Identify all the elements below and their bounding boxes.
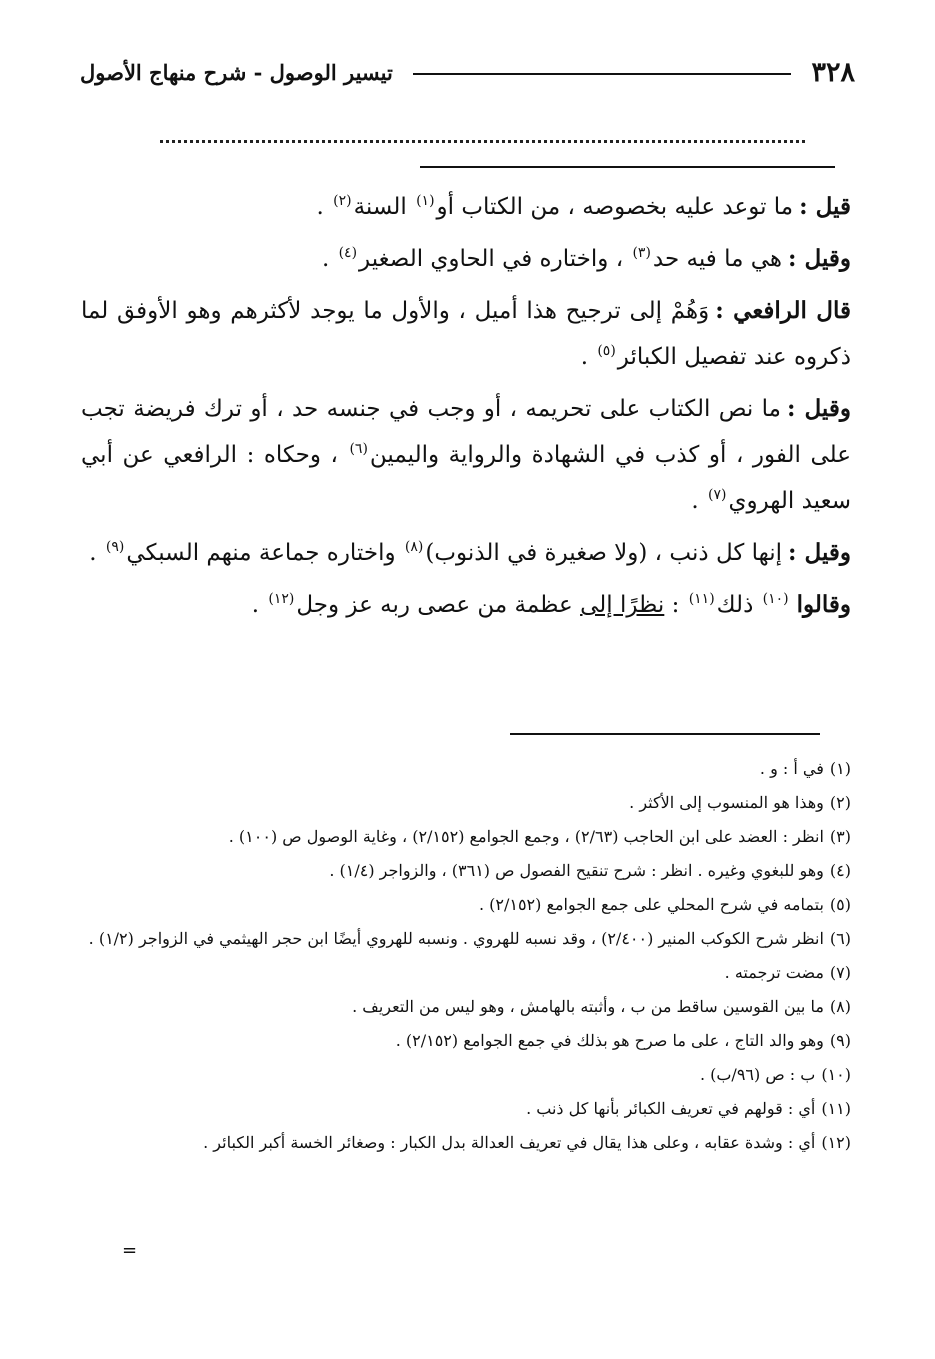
footnote-text: بتمامه في شرح المحلي على جمع الجوامع (٢/١٥٢) .	[478, 895, 824, 914]
footnote-marker: (٩)	[105, 539, 125, 556]
footnote	[81, 1092, 851, 1126]
footnote-marker: (٦)	[349, 441, 368, 458]
footnote-text: أي : وشدة عقابه ، وعلى هذا يقال في تعريف العدالة بدل الكبار : وصغائر الخسة أكبر الكبائر .	[203, 1133, 816, 1152]
footnote-number: (١)	[829, 759, 851, 778]
footnote	[81, 752, 851, 786]
footnote-marker: (٨)	[404, 539, 424, 556]
paragraph-lead: وقالوا	[796, 591, 851, 618]
paragraph-text: واختاره جماعة منهم السبكي	[126, 540, 403, 566]
footnote-number: (٥)	[829, 895, 851, 914]
footnote-text: وهو للبغوي وغيره . انظر : شرح تنقيح الفصول ص (٣٦١) ، والزواجر (١/٤) .	[329, 861, 824, 880]
paragraph-text: ، وحكاه : الرافعي عن أبي سعيد الهروي	[81, 442, 851, 514]
footnote-number: (٦)	[829, 929, 851, 948]
footnote-marker: (١١)	[688, 591, 715, 608]
paragraph-text: .	[691, 488, 707, 514]
paragraph-text: عظمة من عصى ربه عز وجل	[296, 592, 581, 618]
footnote	[81, 990, 851, 1024]
paragraph-text: السنة	[353, 194, 415, 220]
paragraph-text: إنها كل ذنب ، (ولا صغيرة في الذنوب)	[425, 540, 783, 566]
footnote	[81, 1024, 851, 1058]
footnote-number: (١٠)	[821, 1065, 851, 1084]
footnote-marker: (٧)	[708, 487, 727, 504]
footnote-text: مضت ترجمته .	[724, 963, 824, 982]
footnote-marker: (١)	[416, 193, 435, 210]
paragraph-lead: قيل :	[799, 193, 851, 220]
footnote-text: وهذا هو المنسوب إلى الأكثر .	[629, 793, 824, 812]
footnote-marker: (١٠)	[762, 591, 789, 608]
paragraph-text: .	[89, 540, 104, 566]
top-rule	[420, 166, 835, 168]
paragraph-text: .	[580, 344, 596, 370]
paragraph-text: ذلك	[716, 592, 761, 618]
footnote-text: انظر شرح الكوكب المنير (٢/٤٠٠) ، وقد نسبه للهروي . ونسبه للهروي أيضًا ابن حجر الهيثمي في الزواجر (١/٢) .	[88, 929, 824, 948]
continuation-mark: =	[122, 1240, 138, 1261]
main-text	[81, 184, 851, 634]
paragraph-text: وَهُمْ إلى ترجيح هذا أميل ، والأول ما يوجد لأكثرهم وهو الأوفق لما ذكروه عند تفصيل الكبائر	[81, 298, 851, 370]
paragraph	[81, 530, 851, 576]
header-rule	[413, 73, 792, 75]
footnote	[81, 922, 851, 956]
dotted-separator	[160, 140, 805, 143]
paragraph	[81, 236, 851, 282]
footnote-marker: (٤)	[338, 245, 358, 262]
footnote-number: (٤)	[829, 861, 851, 880]
footnote-marker: (٥)	[597, 343, 616, 360]
running-header	[80, 52, 855, 92]
footnote-number: (٣)	[829, 827, 851, 846]
footnote-separator	[510, 733, 820, 735]
paragraph-lead: قال الرافعي :	[715, 297, 851, 324]
footnote-marker: (١٢)	[268, 591, 295, 608]
paragraph	[81, 386, 851, 524]
footnote	[81, 820, 851, 854]
paragraph-lead: وقيل :	[788, 245, 851, 272]
underlined-text: نظرًا إلى	[580, 592, 665, 618]
paragraph-lead: وقيل :	[786, 395, 851, 422]
paragraph-text: .	[316, 194, 332, 220]
footnote-number: (١١)	[821, 1099, 851, 1118]
paragraph-text: ، واختاره في الحاوي الصغير	[359, 246, 631, 272]
footnote-text: انظر : العضد على ابن الحاجب (٢/٦٣) ، وجمع الجوامع (٢/١٥٢) ، وغاية الوصول ص (١٠٠) .	[228, 827, 824, 846]
footnote-number: (٧)	[829, 963, 851, 982]
footnote-text: وهو والد التاج ، على ما صرح هو بذلك في جمع الجوامع (٢/١٥٢) .	[395, 1031, 824, 1050]
footnote-text: أي : قولهم في تعريف الكبائر بأنها كل ذنب .	[526, 1099, 816, 1118]
paragraph	[81, 184, 851, 230]
footnote	[81, 956, 851, 990]
footnotes-section	[81, 752, 851, 1160]
footnote	[81, 786, 851, 820]
footnote-number: (١٢)	[821, 1133, 851, 1152]
footnote-text: ب : ص (٩٦/ب) .	[699, 1065, 816, 1084]
paragraph-text: :	[664, 592, 687, 618]
footnote	[81, 854, 851, 888]
footnote-number: (٨)	[829, 997, 851, 1016]
paragraph-text: .	[321, 246, 337, 272]
footnote-number: (٩)	[829, 1031, 851, 1050]
page-number: ٣٢٨	[811, 56, 855, 88]
footnote	[81, 1058, 851, 1092]
paragraph-text: ما نص الكتاب على تحريمه ، أو وجب في جنسه حد ، أو ترك فريضة تجب على الفور ، أو كذب في الشهادة والرواية واليمين	[81, 396, 851, 468]
book-title: تيسير الوصول - شرح منهاج الأصول	[80, 59, 393, 85]
footnote-marker: (٣)	[632, 245, 651, 262]
paragraph-text: .	[251, 592, 267, 618]
paragraph	[81, 288, 851, 380]
paragraph	[81, 582, 851, 628]
footnote-text: في أ : و .	[759, 759, 824, 778]
footnote-number: (٢)	[829, 793, 851, 812]
footnote	[81, 1126, 851, 1160]
paragraph-text: ما توعد عليه بخصوصه ، من الكتاب أو	[436, 194, 794, 220]
footnote	[81, 888, 851, 922]
paragraph-lead: وقيل :	[788, 539, 851, 566]
footnote-marker: (٢)	[333, 193, 352, 210]
footnote-text: ما بين القوسين ساقط من ب ، وأثبته بالهامش ، وهو ليس من التعريف .	[352, 997, 824, 1016]
paragraph-text: هي ما فيه حد	[652, 246, 783, 272]
